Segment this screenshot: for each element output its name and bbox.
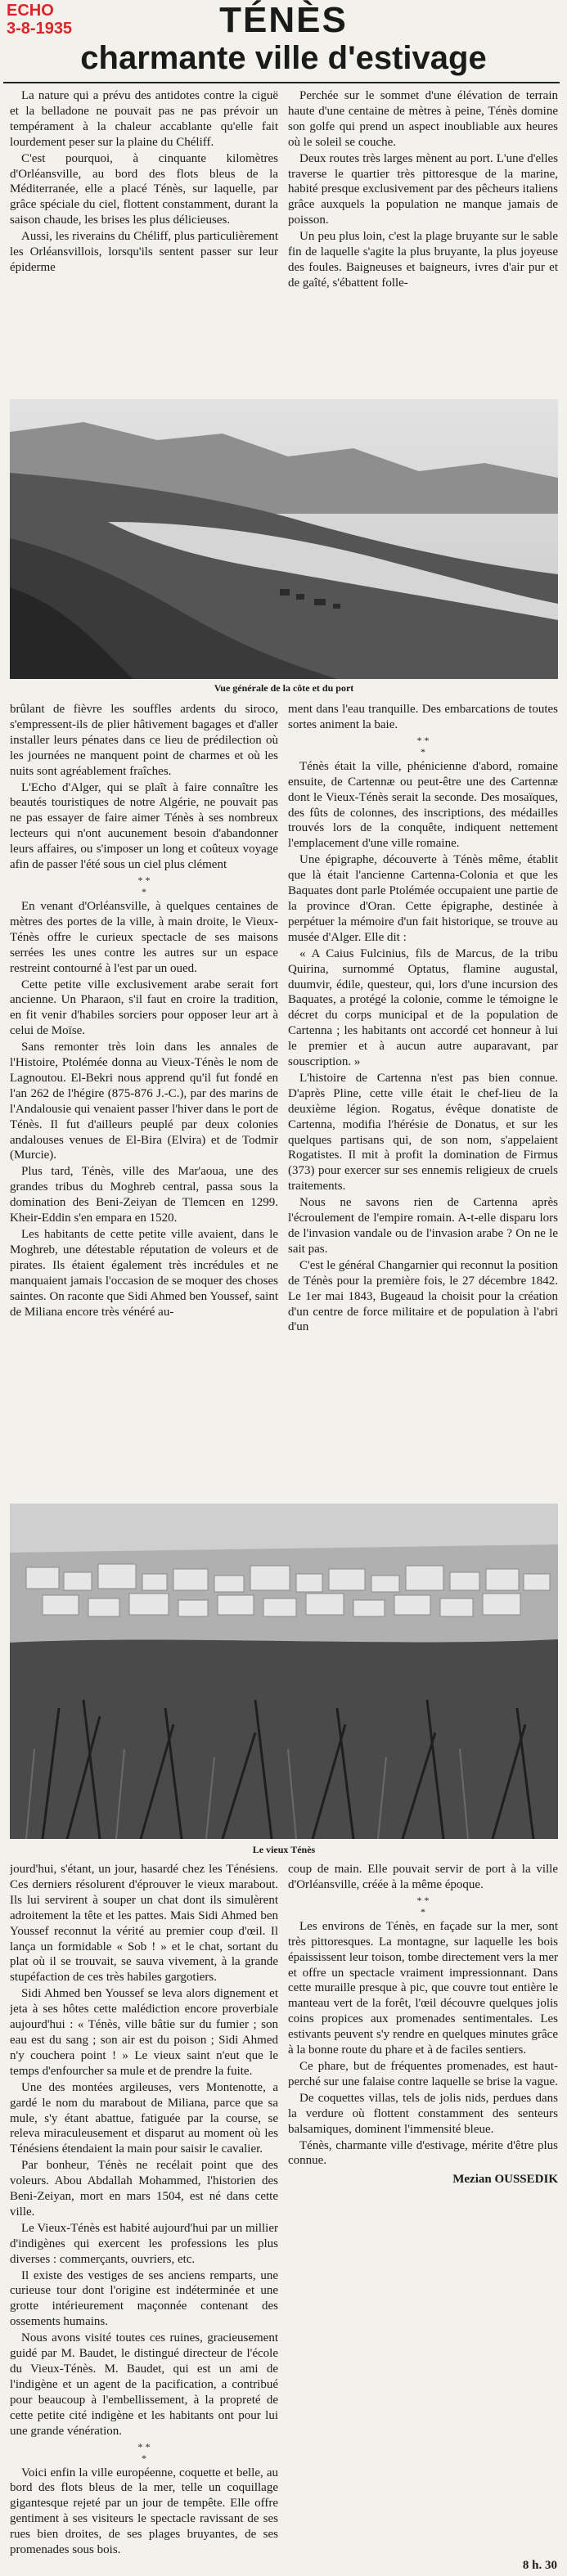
- old-tenes-photo-image: [10, 1504, 558, 1839]
- section1-left-column: [10, 88, 278, 393]
- coast-photo-caption: Vue générale de la côte et du port: [214, 682, 354, 694]
- coast-photo-image: [10, 399, 558, 679]
- paragraph: Aussi, les riverains du Chéliff, plus particulièrement les Orléansvillois, lorsqu'ils sentent passer sur leur épiderme: [10, 230, 278, 274]
- paragraph: Cette petite ville exclusivement arabe serait fort ancienne. Un Pharaon, s'il faut en croire la tradition, en fit venir d'habiles sorciers pour opposer leur art à celui de Moïse.: [10, 978, 278, 1038]
- article-subtitle: charmante ville d'estivage: [80, 40, 487, 76]
- paragraph: Plus tard, Ténès, ville des Mar'aoua, une des grandes tribus du Moghreb central, passa sous la domination des Beni-Zeiyan de Tlemcen en 1299. Kheir-Eddin s'en empara en 1520.: [10, 1165, 278, 1225]
- section3-right-column: [288, 1862, 558, 2565]
- paragraph: Ce phare, but de fréquentes promenades, est haut-perché sur une falaise contre laquelle se brise la vague.: [288, 2059, 558, 2088]
- paragraph: Sans remonter très loin dans les annales de l'Histoire, Ptolémée donna au Vieux-Ténès le nom de Lagnoutou. El-Bekri nous apprend qu'il fut fondé en l'an 262 de l'hégire (875-876 J.-C.), par des marins de l'Andalousie qui venaient passer l'hiver dans le port de Ténès. Il fut d'ailleurs peuplé par deux colonies andalouses venues de El-Bira (Elvira) et de Todmir (Murcie).: [10, 1041, 278, 1162]
- paragraph: Ténès, charmante ville d'estivage, mérite d'être plus connue.: [288, 2138, 558, 2168]
- paragraph: Ténès était la ville, phénicienne d'abord, romaine ensuite, de Cartennæ ou peut-être une des Cartennæ dont le Vieux-Ténès serait la seconde. Des mosaïques, des fûts de colonnes, des inscriptions, des médailles trouvés lors de la conquête, indiquent nettement l'emplacement d'une ville romaine.: [288, 759, 558, 851]
- paragraph: Une épigraphe, découverte à Ténès même, établit que là était l'ancienne Cartenna-Colonia et que les Baquates dont parle Ptolémée occupaient une partie de la province d'Oran. Cette épigraphe, destinée à perpétuer la mémoire d'un fait historique, se trouve au musée d'Alger. Elle dit :: [288, 853, 558, 944]
- paragraph: En venant d'Orléansville, à quelques centaines de mètres des portes de la ville, à main droite, le Vieux-Ténès offre le curieux spectacle de ses maisons serrées les unes contre les autres sur un espace restreint contourné à l'est par un oued.: [10, 899, 278, 975]
- source-date: 3-8-1935: [7, 20, 73, 38]
- paragraph: Par bonheur, Ténès ne recélait point que des voleurs. Abou Abdallah Mohammed, l'historien des Beni-Zeiyan, mort en mars 1504, est né dans cette ville.: [10, 2159, 278, 2219]
- paragraph: Deux routes très larges mènent au port. L'une d'elles traverse le quartier très pittoresque de la marine, habité presque exclusivement par des pêcheurs italiens grâce auxquels la population ne manque jamais de poisson.: [288, 151, 558, 227]
- paragraph: Nous avons visité toutes ces ruines, gracieusement guidé par M. Baudet, le distingué directeur de l'école du Vieux-Ténès. M. Baudet, qui est un ami de l'indigène et un agent de la pacification, a contribué pour beaucoup à l'embellissement, à la propreté de cette petite cité indigène et les habitants ont pour lui une grande vénération.: [10, 2331, 278, 2438]
- paragraph: Un peu plus loin, c'est la plage bruyante sur le sable fin de laquelle s'agite la plus bruyante, la plus joyeuse des foules. Baigneuses et baigneurs, ivres d'air pur et de gaîté, s'ébattent folle-: [288, 230, 558, 290]
- article-title: TÉNÈS: [219, 0, 348, 40]
- paragraph: Le Vieux-Ténès est habité aujourd'hui par un millier d'indigènes qui exercent les professions les plus diverses : commerçants, ouvriers, etc.: [10, 2221, 278, 2266]
- section2-left-column: [10, 702, 278, 1499]
- section-separator: * * *: [416, 734, 430, 758]
- header-rule: [3, 82, 560, 83]
- paragraph: « A Caius Fulcinius, fils de Marcus, de la tribu Quirina, surnommé Optatus, flamine augustal, duumvir, édile, questeur, qui, lors d'une incursion des Baquates, a protégé la colonie, comme le témoigne le décret du corps municipal et de la population de Cartenna ; les habitants ont accordé cet honneur à lui le premier et à aucun autre auparavant, par souscription. »: [288, 946, 558, 1069]
- paragraph: Perchée sur le sommet d'une élévation de terrain haute d'une centaine de mètres à peine, Ténès domine son golfe qui prend un aspect inoubliable aux heures où le soleil se couche.: [288, 89, 558, 149]
- paragraph: L'histoire de Cartenna n'est pas bien connue. D'après Pline, cette ville était le chef-lieu de la deuxième légion. Rogatus, évêque donatiste de Cartenna, modifia l'hérésie de Donatus, et sur les quelques partisans qui, de son nom, s'appelaient Rogatistes. Il mit à profit la domination de Firmus (373) pour exercer sur ses ennemis religieux de cruels traitements.: [288, 1071, 558, 1194]
- paragraph: Nous ne savons rien de Cartenna après l'écroulement de l'empire romain. A-t-elle disparu lors de l'invasion vandale ou de l'invasion arabe ? On ne le sait pas.: [288, 1196, 558, 1256]
- paragraph: jourd'hui, s'étant, un jour, hasardé chez les Ténésiens. Ces derniers résolurent d'éprouver le vieux marabout. Ils lui servirent à souper un chat dont ils simulèrent adroitement la tête et les pattes. Mais Sidi Ahmed ben Youssef reconnut la vérité au premier coup d'œil. Il lança un formidable « Sob ! » et le chat, sortant du plat où il se trouvait, se sauva vivement, à la grande stupéfaction de ces très habiles gargotiers.: [10, 1863, 278, 1985]
- paragraph: Sidi Ahmed ben Youssef se leva alors dignement et jeta à ses hôtes cette malédiction encore proverbiale aujourd'hui : « Ténès, ville bâtie sur du fumier ; son eau est du sang ; son air est du poison ; Sidi Ahmed n'y couchera point ! » Le vieux saint n'eut que le temps d'enfourcher sa mule et de prendre la fuite.: [10, 1987, 278, 2078]
- source-name: ECHO: [7, 2, 54, 20]
- paragraph: Une des montées argileuses, vers Montenotte, a gardé le nom du marabout de Miliana, parce que sa mule, s'y étant abattue, fatiguée par la course, se releva miraculeusement et disparut au moment où les Ténésiens étendaient la main pour saisir le cavalier.: [10, 2080, 278, 2156]
- paragraph: La nature qui a prévu des antidotes contre la ciguë et la belladone ne pouvait pas ne pas prévoir un tempérament à la chaleur accablante qu'elle fait lourdement peser sur la plaine du Chéliff.: [10, 89, 278, 149]
- section-separator: * * *: [137, 874, 151, 897]
- paragraph: C'est le général Changarnier qui reconnut la position de Ténès pour la première fois, le 27 décembre 1842. Le 1er mai 1843, Bugeaud la choisit pour la création d'un centre de force militaire et de population à l'abri d'un: [288, 1258, 558, 1334]
- paragraph: ment dans l'eau tranquille. Des embarcations de toutes sortes animent la baie.: [288, 703, 558, 731]
- section3-left-column: [10, 1862, 278, 2565]
- footer-note: 8 h. 30: [522, 2559, 557, 2572]
- paragraph: Voici enfin la ville européenne, coquette et belle, au bord des flots bleus de la mer, telle un coquillage gigantesque rejeté par un jour de tempête. Elle offre gentiment à ses visiteurs le spectacle ravissant de ses rues bien droites, de ses plages bruyantes, de ses promenades sous bois.: [10, 2466, 278, 2557]
- coast-photo: [10, 399, 558, 679]
- paragraph: Les environs de Ténès, en façade sur la mer, sont très pittoresques. La montagne, sur laquelle les bois épaississent leur toison, tombe directement vers la mer et offre un spectacle vraiment impressionnant. Dans cette muraille presque à pic, que couvre tout entière le manteau vert de la forêt, l'œil découvre quelques jolis coins propices aux promenades sentimentales. Les estivants peuvent s'y rendre en quelques minutes grâce à la bonne route du phare et à de faciles sentiers.: [288, 1919, 558, 2057]
- paragraph: coup de main. Elle pouvait servir de port à la ville d'Orléansville, créée à la même époque.: [288, 1863, 558, 1891]
- author-signature: Mezian OUSSEDIK: [452, 2173, 558, 2187]
- section1-right-column: [288, 88, 558, 393]
- section-separator: * * *: [137, 2440, 151, 2464]
- section-separator: * * *: [416, 1894, 430, 1917]
- old-tenes-photo: [10, 1504, 558, 1839]
- paragraph: C'est pourquoi, à cinquante kilomètres d'Orléansville, au bord des flots bleus de la Méditerranée, elle a placé Ténès, sur laquelle, par grâce spéciale du ciel, flottent constamment, durant la saison chaude, les brises les plus délicieuses.: [10, 151, 278, 227]
- old-tenes-photo-caption: Le vieux Ténès: [252, 1844, 316, 1855]
- paragraph: De coquettes villas, tels de jolis nids, perdues dans la verdure où flottent constamment des senteurs balsamiques, dominent l'immensité bleue.: [288, 2091, 558, 2136]
- paragraph: Il existe des vestiges de ses anciens remparts, une curieuse tour dont l'origine est indéterminée et une grotte intérieurement maçonnée contenant des ossements humains.: [10, 2268, 278, 2329]
- paragraph: L'Echo d'Alger, qui se plaît à faire connaître les beautés touristiques de notre Algérie, ne pouvait pas ne pas essayer de faire aimer Ténès à ses nombreux lecteurs qui n'ont aucunement besoin d'abandonner leurs affaires, ou s'imposer un long et coûteux voyage afin de passer l'été sous un ciel plus clément: [10, 780, 278, 872]
- section2-right-column: [288, 702, 558, 1499]
- paragraph: brûlant de fièvre les souffles ardents du siroco, s'empressent-ils de plier hâtivement bagages et d'aller installer leurs pénates dans ce lieu de prédilection où les journées ne manquent point de charmes et où les nuits sont agréablement fraîches.: [10, 703, 278, 778]
- paragraph: Les habitants de cette petite ville avaient, dans le Moghreb, une détestable réputation de voleurs et de pirates. Ils étaient également très incrédules et ne manquaient jamais l'occasion de se moquer des choses saintes. On raconte que Sidi Ahmed ben Youssef, saint de Miliana encore très vénéré au-: [10, 1228, 278, 1319]
